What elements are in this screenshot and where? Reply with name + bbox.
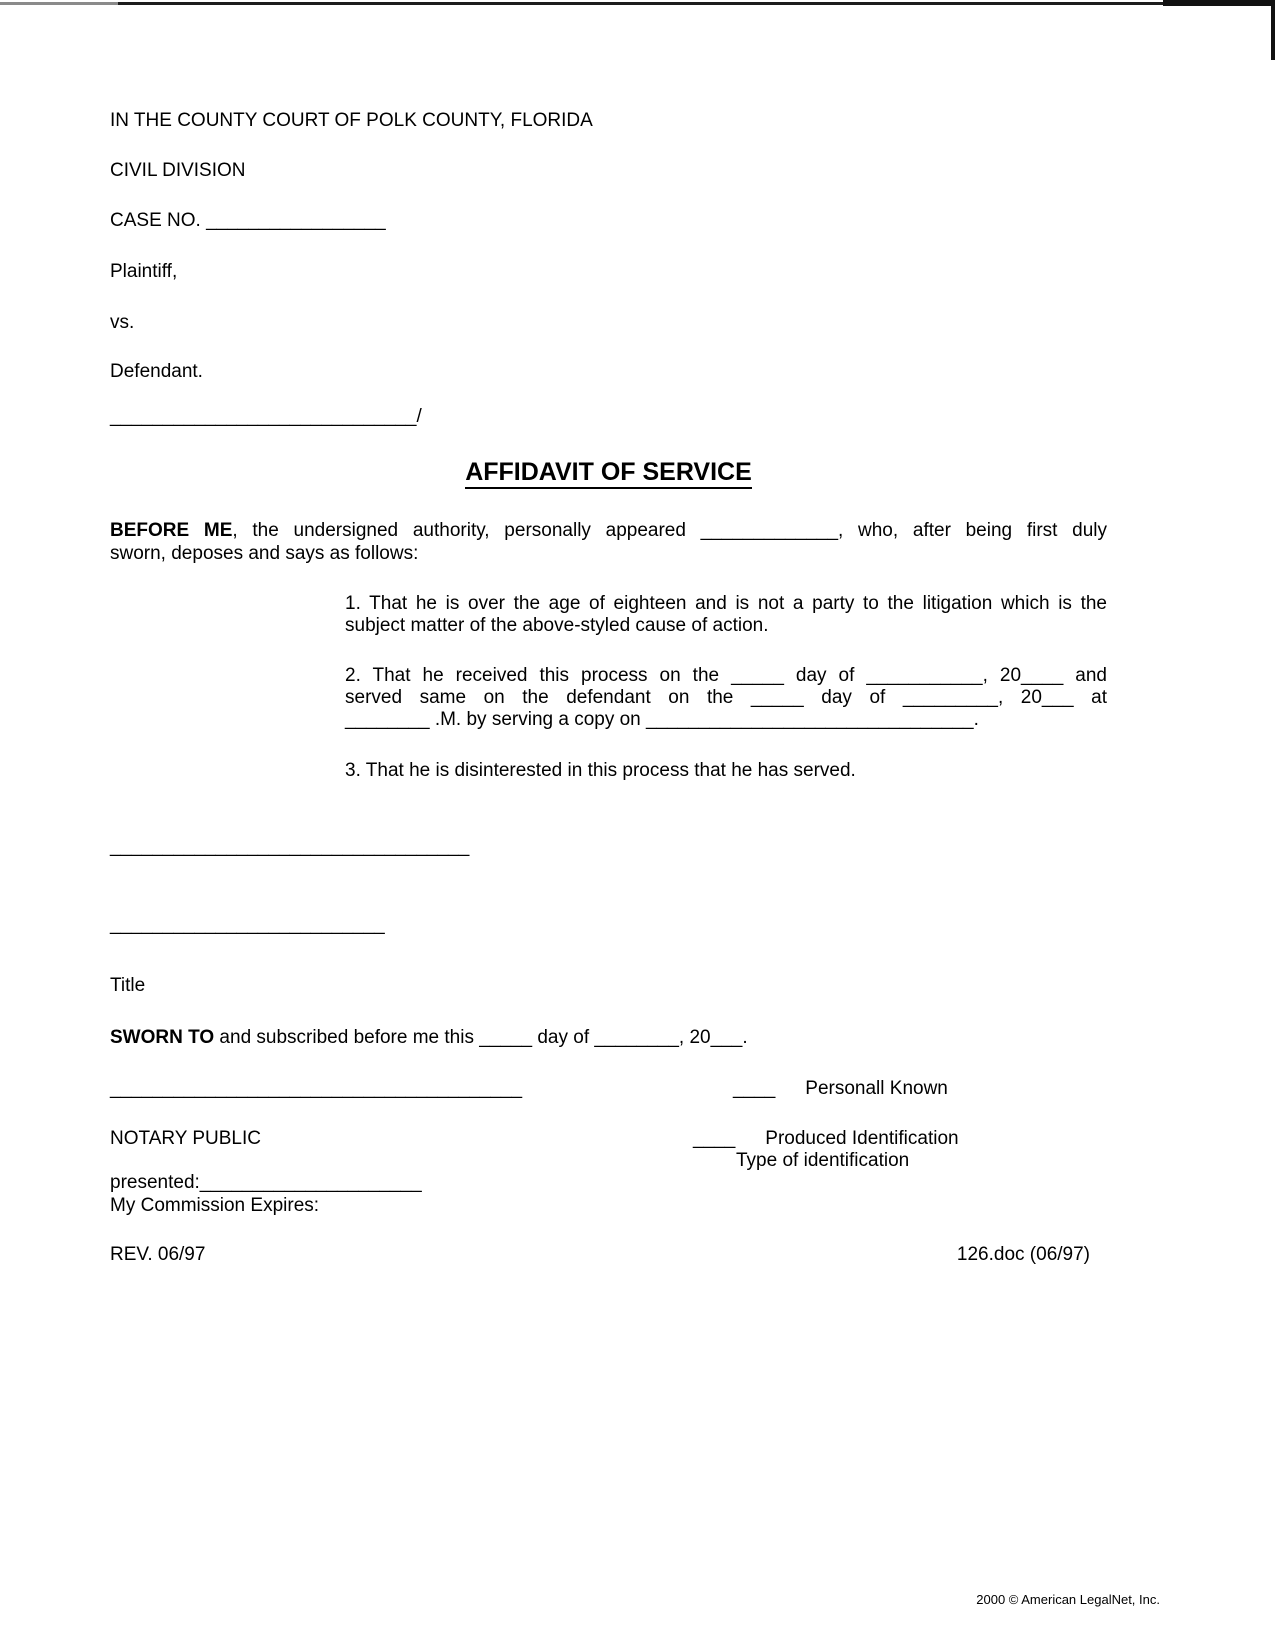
- paragraph-2-line3: ________ .M. by serving a copy on _______________________________.: [345, 709, 979, 730]
- personally-known-blank: ____: [733, 1078, 776, 1099]
- paragraph-2-line1: 2. That he received this process on the _____ day of ___________, 20____ and: [345, 665, 1107, 686]
- presented-line: presented:_____________________: [110, 1172, 422, 1193]
- paragraph-1-line1: 1. That he is over the age of eighteen and is not a party to the litigation which is the: [345, 593, 1107, 614]
- case-number-line: CASE NO. _________________: [110, 210, 386, 231]
- sworn-to-rest: and subscribed before me this _____ day of ________, 20___.: [214, 1027, 748, 1048]
- intro-line1-rest: , the undersigned authority, personally appeared _____________, who, after being first duly: [232, 520, 1108, 541]
- sworn-to-bold: SWORN TO: [110, 1027, 215, 1048]
- court-name-line: IN THE COUNTY COURT OF POLK COUNTY, FLORIDA: [110, 110, 593, 131]
- before-me-bold: BEFORE ME: [110, 520, 233, 541]
- caption-divider-line: _____________________________/: [110, 406, 422, 427]
- produced-identification-label: Produced Identification: [765, 1128, 959, 1149]
- scan-artifact-top-bar-left: [0, 2, 118, 5]
- defendant-label: Defendant.: [110, 361, 203, 382]
- server-signature-line: __________________________________: [110, 836, 470, 857]
- produced-identification-blank: ____: [693, 1128, 736, 1149]
- scan-artifact-top-bar: [0, 2, 1275, 5]
- paragraph-3: 3. That he is disinterested in this process that he has served.: [345, 760, 856, 781]
- scan-artifact-right-edge-tick: [1271, 4, 1275, 60]
- plaintiff-label: Plaintiff,: [110, 261, 178, 282]
- notary-public-label: NOTARY PUBLIC: [110, 1128, 261, 1149]
- copyright-notice: 2000 © American LegalNet, Inc.: [976, 1592, 1160, 1607]
- title-label: Title: [110, 975, 146, 996]
- intro-paragraph-line1: [110, 520, 1107, 543]
- personally-known-row: [733, 1078, 948, 1101]
- produced-identification-row: [693, 1128, 959, 1151]
- revision-label: REV. 06/97: [110, 1244, 206, 1265]
- sworn-to-line: [110, 1027, 748, 1050]
- division-line: CIVIL DIVISION: [110, 160, 246, 181]
- document-title: [110, 458, 1107, 487]
- intro-paragraph-line2: sworn, deposes and says as follows:: [110, 543, 419, 564]
- scan-artifact-top-bar-right: [1163, 0, 1275, 6]
- personally-known-label: Personall Known: [805, 1078, 948, 1099]
- document-reference: 126.doc (06/97): [956, 1244, 1090, 1265]
- versus-label: vs.: [110, 312, 135, 333]
- notary-signature-line: _______________________________________: [110, 1078, 523, 1099]
- server-name-line: __________________________: [110, 914, 385, 935]
- commission-expires-label: My Commission Expires:: [110, 1195, 320, 1216]
- document-title-text: AFFIDAVIT OF SERVICE: [465, 458, 752, 489]
- paragraph-1-line2: subject matter of the above-styled cause of action.: [345, 615, 769, 636]
- type-of-identification-label: Type of identification: [736, 1150, 910, 1171]
- paragraph-2-line2: served same on the defendant on the _____ day of _________, 20___ at: [345, 687, 1107, 708]
